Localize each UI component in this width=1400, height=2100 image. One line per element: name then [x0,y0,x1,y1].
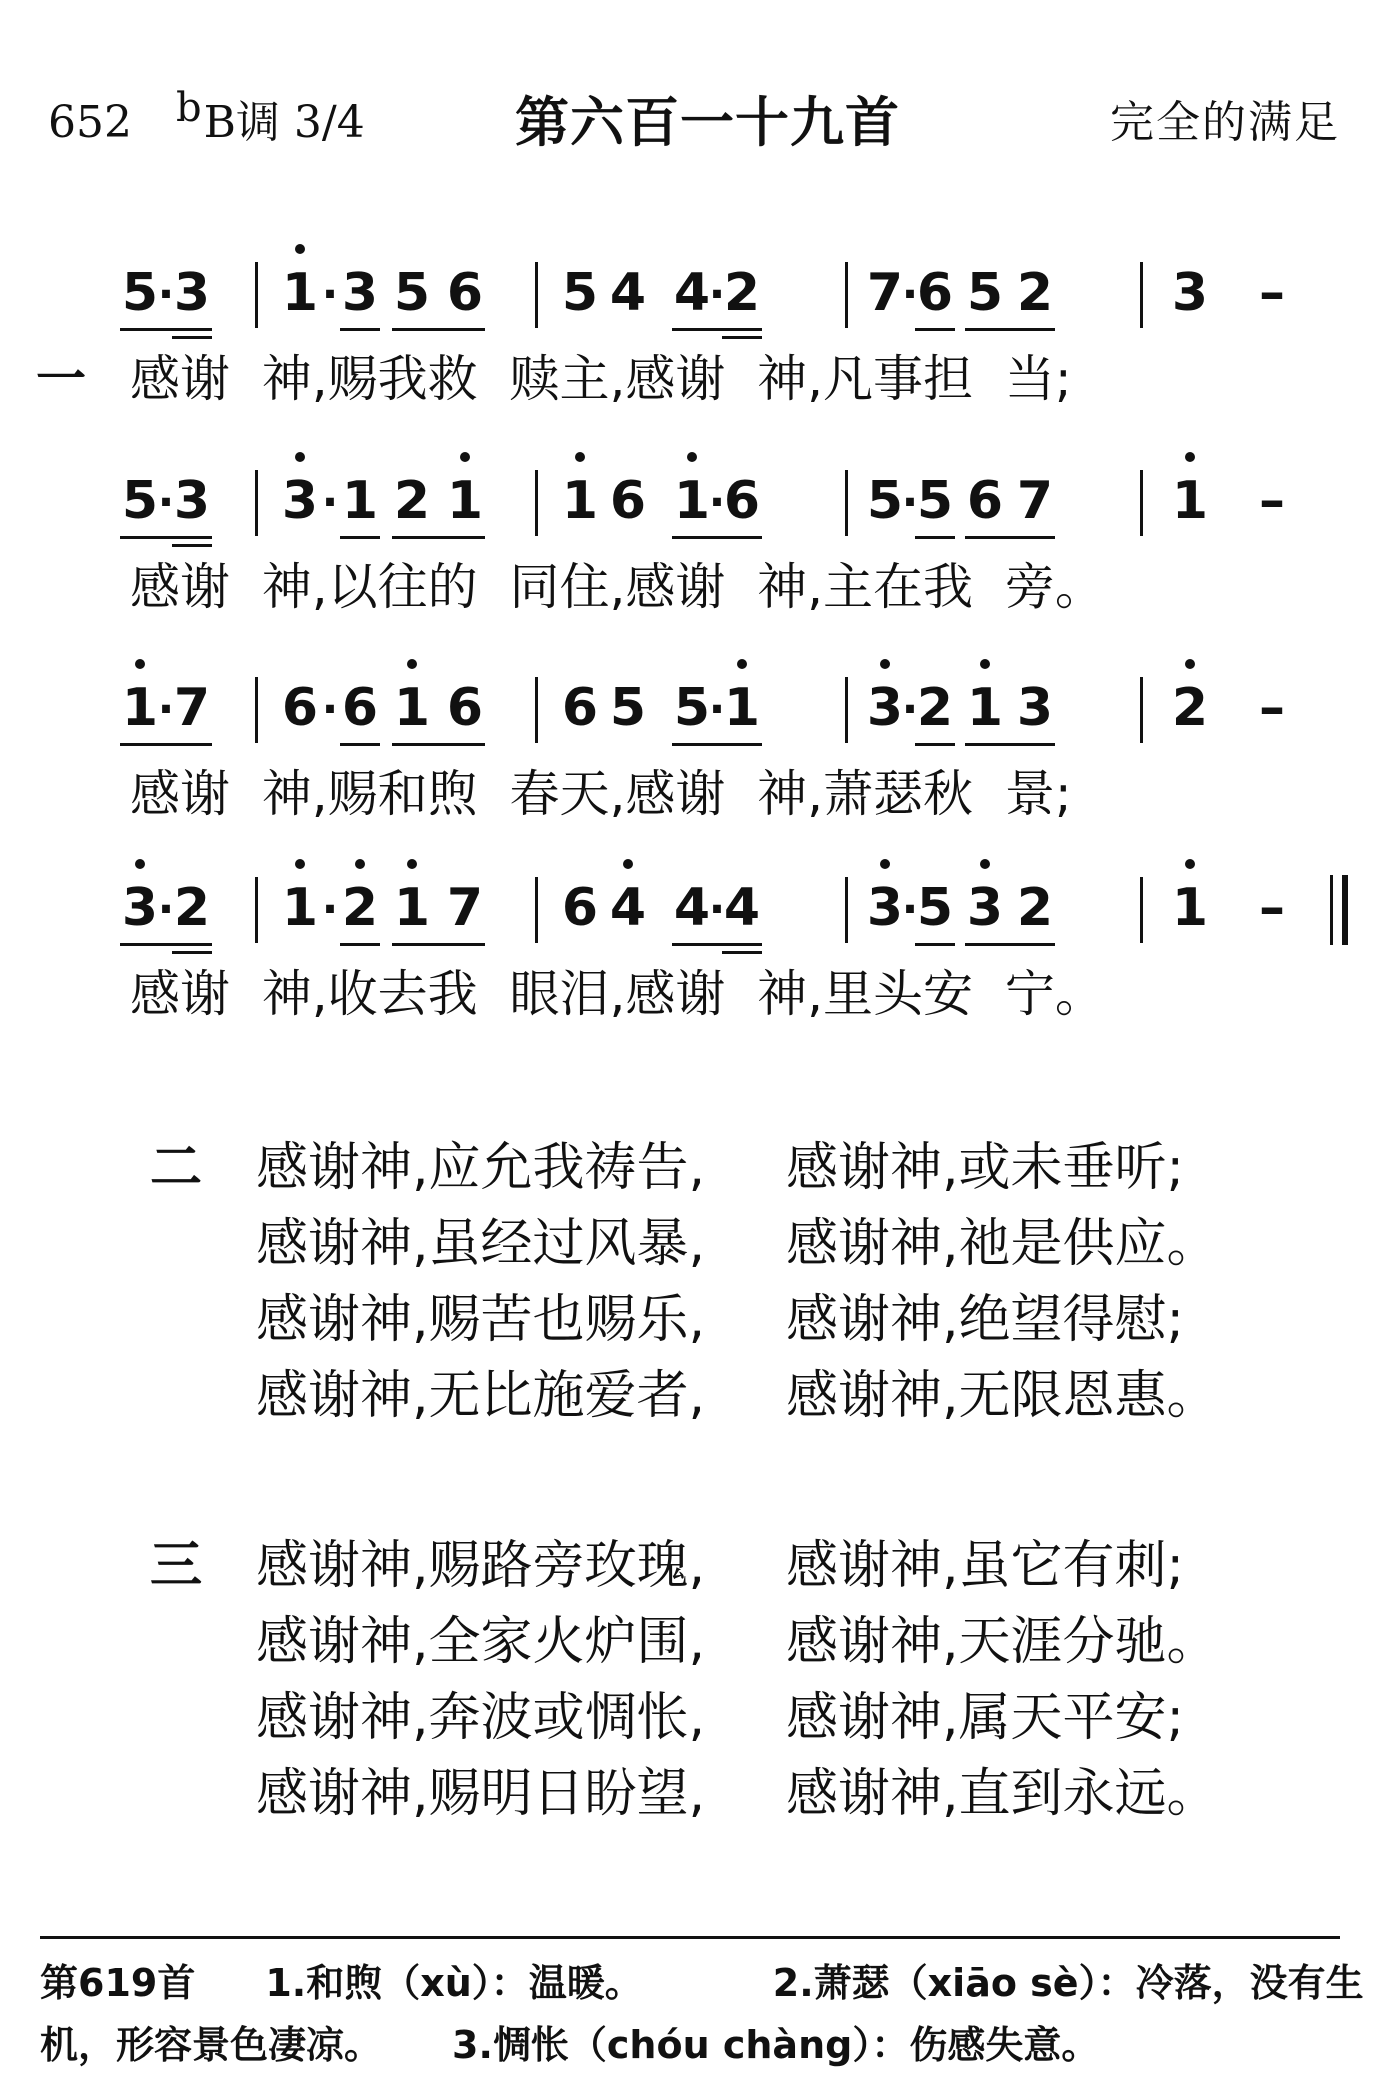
note: 2 [916,678,954,738]
note: 1 [1171,878,1209,938]
note: 6 [341,678,379,738]
bar-line [1140,877,1143,943]
lyric-line: 感谢 神,收去我 眼泪,感谢 神,里头安 宁。 [130,965,1105,1023]
beam-line [340,743,380,746]
beam-line [672,743,762,746]
augmentation-dot: · [157,884,175,935]
lyric-a: 感谢神,赐路旁玫瑰, [256,1536,706,1596]
note: 2 [723,263,761,323]
lyric-a: 感谢神,赐苦也赐乐, [256,1290,706,1350]
note: 5 [121,471,159,531]
beam-line [392,536,485,539]
bar-line [255,677,258,743]
augmentation-dot: · [901,684,919,735]
note: 1 [121,678,159,738]
augmentation-dot: · [901,477,919,528]
note: 3 [281,471,319,531]
note: 7 [446,878,484,938]
note: 5 [866,471,904,531]
augmentation-dot: · [321,684,339,735]
verse-2-line [256,1282,1185,1358]
note: 3 [1016,678,1054,738]
note-row [0,240,1400,350]
lyric-a: 感谢神,奔波或惆怅, [256,1688,706,1748]
hymn-subtitle: 完全的满足 [1110,97,1340,148]
lyric-a: 感谢神,应允我祷告, [256,1138,706,1198]
bar-line [845,262,848,328]
augmentation-dot: · [901,884,919,935]
note: 6 [561,878,599,938]
note: 7 [173,678,211,738]
bar-line [1140,470,1143,536]
high-octave-dot [1185,659,1195,669]
footnote-line-1 [40,1952,1364,2014]
verse-3-label: 三 [150,1536,203,1596]
footnote-3: 3.惆怅（chóu chàng）：伤感失意。 [452,2023,1100,2067]
verse-2-line [256,1130,1185,1206]
lyric-b: 感谢神,属天平安; [786,1688,1185,1748]
verse-number: 一 [36,350,86,408]
note: 2 [393,471,431,531]
beam-line [340,536,380,539]
lyric-b: 感谢神,天涯分驰。 [786,1612,1219,1672]
footnote-1: 1.和煦（xù）：温暖。 [265,1961,643,2005]
lyric-a: 感谢神,虽经过风暴, [256,1214,706,1274]
beam-line [672,536,762,539]
verse-2-label: 二 [150,1138,203,1198]
high-octave-dot [135,859,145,869]
note: 1 [723,678,761,738]
flat-sign: b [176,85,202,131]
note: 6 [446,263,484,323]
bar-line [845,470,848,536]
augmentation-dot: · [157,477,175,528]
beam-line [392,943,485,946]
beam-line [915,328,955,331]
bar-line [845,877,848,943]
lyric-a: 感谢神,赐明日盼望, [256,1764,706,1824]
bar-line [845,677,848,743]
note: 5 [916,471,954,531]
high-octave-dot [880,859,890,869]
note: – [1259,471,1285,531]
bar-line [255,470,258,536]
beam-line [915,943,955,946]
beam-line [392,743,485,746]
note: 6 [966,471,1004,531]
note: 3 [173,263,211,323]
augmentation-dot: · [708,684,726,735]
augmentation-dot: · [708,884,726,935]
beam-line [120,536,212,539]
hymn-title: 第六百一十九首 [515,91,900,154]
beam-line [915,743,955,746]
beam-line [340,328,380,331]
high-octave-dot [295,452,305,462]
note-row [0,448,1400,558]
high-octave-dot [295,244,305,254]
augmentation-dot: · [901,269,919,320]
note: 4 [723,878,761,938]
page-number: 652 [48,97,132,148]
key-signature [176,85,365,158]
high-octave-dot [460,452,470,462]
footnote-label: 第619首 [40,1961,196,2005]
note: 3 [966,878,1004,938]
lyric-b: 感谢神,绝望得慰; [786,1290,1185,1350]
beam-line [172,336,212,339]
verse-3-line [256,1528,1185,1604]
beam-line [965,943,1055,946]
augmentation-dot: · [321,477,339,528]
note: 3 [121,878,159,938]
beam-line [722,951,762,954]
lyric-b: 感谢神,祂是供应。 [786,1214,1219,1274]
music-system [0,855,1400,1035]
note-row [0,855,1400,965]
note: 5 [121,263,159,323]
note: 3 [866,678,904,738]
note: 1 [673,471,711,531]
high-octave-dot [355,859,365,869]
note: 2 [173,878,211,938]
note: 4 [609,878,647,938]
note: 5 [673,678,711,738]
high-octave-dot [687,452,697,462]
beam-line [722,336,762,339]
beam-line [120,328,212,331]
high-octave-dot [623,859,633,869]
lyric-b: 感谢神,无限恩惠。 [786,1366,1219,1426]
note: 4 [673,878,711,938]
note: 5 [393,263,431,323]
bar-line [535,677,538,743]
note-row [0,655,1400,765]
lyric-b: 感谢神,虽它有刺; [786,1536,1185,1596]
high-octave-dot [980,659,990,669]
high-octave-dot [407,859,417,869]
note: 1 [341,471,379,531]
high-octave-dot [1185,452,1195,462]
lyric-a: 感谢神,全家火炉围, [256,1612,706,1672]
note: 4 [609,263,647,323]
augmentation-dot: · [321,884,339,935]
verse-2-line [256,1206,1219,1282]
high-octave-dot [135,659,145,669]
note: 1 [281,878,319,938]
bar-line [1140,262,1143,328]
final-bar-thin [1330,875,1333,945]
lyric-a: 感谢神,无比施爱者, [256,1366,706,1426]
beam-line [172,951,212,954]
note: 2 [1016,263,1054,323]
footnote-2: 2.萧瑟（xiāo sè）：冷落，没有生 [772,1961,1364,2005]
note: 1 [966,678,1004,738]
note: 2 [341,878,379,938]
note: 3 [866,878,904,938]
note: 7 [1016,471,1054,531]
note: 1 [446,471,484,531]
note: 3 [1171,263,1209,323]
note: 4 [673,263,711,323]
lyric-line: 感谢 神,赐我救 赎主,感谢 神,凡事担 当; [130,350,1072,408]
verse-3-line [256,1604,1219,1680]
verse-3-line [256,1756,1219,1832]
note: 6 [723,471,761,531]
note: – [1259,878,1285,938]
bar-line [535,877,538,943]
verse-3-line [256,1680,1185,1756]
high-octave-dot [407,659,417,669]
beam-line [120,943,212,946]
note: 5 [561,263,599,323]
beam-line [965,743,1055,746]
final-bar-thick [1342,875,1348,945]
note: 6 [446,678,484,738]
high-octave-dot [575,452,585,462]
note: 5 [966,263,1004,323]
bar-line [1140,677,1143,743]
augmentation-dot: · [157,684,175,735]
note: 3 [173,471,211,531]
key-text: B调 3/4 [203,97,365,148]
note: 1 [561,471,599,531]
note: 1 [281,263,319,323]
lyric-b: 感谢神,或未垂听; [786,1138,1185,1198]
note: 2 [1016,878,1054,938]
lyric-line: 感谢 神,以往的 同住,感谢 神,主在我 旁。 [130,558,1105,616]
note: 6 [281,678,319,738]
footnote-divider [40,1936,1340,1939]
beam-line [915,536,955,539]
note: 5 [916,878,954,938]
bar-line [535,262,538,328]
note: 2 [1171,678,1209,738]
high-octave-dot [737,659,747,669]
augmentation-dot: · [708,477,726,528]
high-octave-dot [295,859,305,869]
note: – [1259,263,1285,323]
note: 6 [609,471,647,531]
music-system [0,448,1400,628]
note: 1 [393,678,431,738]
augmentation-dot: · [321,269,339,320]
beam-line [965,328,1055,331]
verse-2-line [256,1358,1219,1434]
beam-line [672,943,762,946]
lyric-line: 感谢 神,赐和煦 春天,感谢 神,萧瑟秋 景; [130,765,1072,823]
note: 7 [866,263,904,323]
beam-line [172,544,212,547]
beam-line [965,536,1055,539]
bar-line [255,877,258,943]
note: 6 [916,263,954,323]
footnote-line-2 [40,2014,1340,2076]
bar-line [255,262,258,328]
high-octave-dot [1185,859,1195,869]
note: – [1259,678,1285,738]
augmentation-dot: · [157,269,175,320]
beam-line [120,743,212,746]
high-octave-dot [980,859,990,869]
music-system [0,240,1400,420]
lyric-b: 感谢神,直到永远。 [786,1764,1219,1824]
augmentation-dot: · [708,269,726,320]
note: 3 [341,263,379,323]
note: 5 [609,678,647,738]
beam-line [392,328,485,331]
music-system [0,655,1400,835]
note: 6 [561,678,599,738]
beam-line [672,328,762,331]
note: 1 [1171,471,1209,531]
beam-line [340,943,380,946]
footnote-2-cont: 机，形容景色凄凉。 [40,2023,383,2067]
note: 1 [393,878,431,938]
high-octave-dot [880,659,890,669]
bar-line [535,470,538,536]
